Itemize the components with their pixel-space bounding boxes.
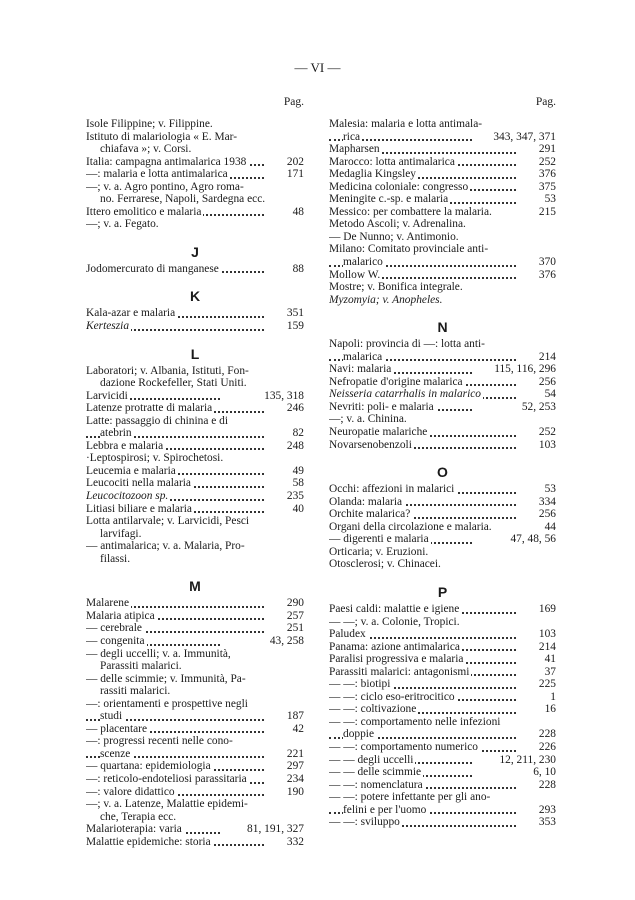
index-entry [86,710,304,723]
entry-text: Paralisi progressiva e malaria [329,653,464,666]
pag-label: Pag. [283,96,304,108]
index-entry [329,168,556,181]
page-reference: 42 [290,723,304,736]
entry-text: Myzomyia; v. Anopheles. [329,293,443,306]
index-entry [86,836,304,849]
index-entry [86,673,304,686]
index-entry [86,477,304,490]
entry-text: —: reticolo-endoteliosi parassitaria [86,772,247,785]
index-entry [329,281,556,294]
index-entry [329,741,556,754]
entry-text: rassiti malarici. [100,685,171,698]
index-entry [329,401,556,414]
index-entry [329,546,556,559]
page-reference: 376 [536,269,556,282]
index-entry [86,748,304,761]
index-entry [86,440,304,453]
index-entry [86,698,304,711]
index-entry [86,540,304,553]
index-entry [329,603,556,616]
index-entry [86,490,304,503]
entry-text: — — delle scimmie [329,766,422,779]
page-reference: 228 [536,728,556,741]
page-reference: 343, 347, 371 [490,131,556,144]
entry-text: Malarene [86,597,130,610]
section-gap [329,451,556,462]
entry-text: Kerteszia [86,320,130,333]
entry-text: Ittero emolitico e malaria [86,205,202,218]
entry-text: —; v. a. Latenze, Malattie epidemi- [86,798,248,811]
entry-text: ·Leptospirosi; v. Spirochetosi. [86,452,224,465]
section-letter-heading: O [437,464,448,481]
entry-text: Malesia: malaria e lotta antimala- [329,118,483,130]
entry-text: malarica [343,350,383,363]
index-entry [86,773,304,786]
index-entry [329,156,556,169]
entry-text: Napoli: provincia di —: lotta anti- [329,338,485,351]
page-reference: 221 [284,748,304,761]
index-entry [329,243,556,256]
page-reference: 169 [536,603,556,616]
section-gap [329,306,556,317]
index-entry [86,823,304,836]
page-reference: 228 [536,779,556,792]
entry-text: — cerebrale [86,622,142,635]
index-entry [86,515,304,528]
index-entry [86,156,304,169]
entry-text: Laboratori; v. Albania, Istituti, Fon- [86,364,249,377]
page-reference: 58 [290,477,304,490]
entry-text: Neisseria catarrhalis in malarico [329,388,481,401]
page-reference: 251 [284,622,304,635]
index-entry [329,703,556,716]
index-entry [86,597,304,610]
entry-text: —; v. a. Fegato. [86,218,159,231]
entry-text: Mapharsen [329,143,380,156]
index-entry [329,754,556,767]
entry-text: — degli uccelli; v. a. Immunità, [86,647,231,660]
index-entry [86,528,304,541]
index-entry [86,168,304,181]
page-reference: 226 [536,741,556,754]
page-reference: 376 [536,168,556,181]
index-entry [86,218,304,231]
page-reference: 135, 318 [261,390,304,403]
index-entry [86,786,304,799]
entry-text: larvifagi. [100,527,142,540]
entry-text: scenze [100,747,131,760]
index-entry [86,465,304,478]
page-reference: 370 [536,256,556,269]
page-reference: 82 [290,427,304,440]
index-entry [329,678,556,691]
page-reference: 214 [536,351,556,364]
index-entry [329,439,556,452]
index-entry [329,338,556,351]
index-entry [86,307,304,320]
index-entry [86,193,304,206]
page-reference: 291 [536,143,556,156]
index-entry [329,666,556,679]
section-gap [329,571,556,582]
entry-text: — —; v. a. Colonie, Tropici. [329,615,460,628]
page-reference: 351 [284,307,304,320]
index-entry [86,723,304,736]
entry-text: Lotta antilarvale; v. Larvicidi, Pesci [86,515,250,528]
page-reference: 248 [284,440,304,453]
entry-text: studi [100,710,123,723]
page-reference: 290 [284,597,304,610]
entry-text: Litiasi biliare e malaria [86,502,192,515]
entry-text: malarico [343,256,383,269]
page-reference: 43, 258 [267,635,304,648]
entry-text: Occhi: affezioni in malarici [329,483,455,496]
entry-text: —: orientamenti e prospettive negli [86,697,248,710]
page-reference: 1 [547,691,556,704]
index-entry [86,660,304,673]
entry-text: Isole Filippine; v. Filippine. [86,118,213,130]
entry-text: Latte: passaggio di chinina e di [86,414,229,427]
index-entry [86,320,304,333]
entry-text: Malaria atipica [86,609,155,622]
entry-text: Nevriti: poli- e malaria [329,400,434,413]
page-reference: 44 [542,521,556,534]
entry-text: — —: potere infettante per gli ano- [329,791,491,804]
index-entry [329,533,556,546]
entry-text: Meningite c.-sp. e malaria [329,193,449,206]
section-letter-heading: K [189,288,201,305]
section-letter-heading: M [189,578,201,595]
entry-text: Olanda: malaria [329,495,403,508]
index-entry [329,779,556,792]
entry-text: Parassiti malarici. [100,660,182,673]
index-entry [329,728,556,741]
section-gap [86,275,304,286]
page-reference: 54 [542,388,556,401]
entry-text: Leucociti nella malaria [86,477,191,490]
index-entry [329,256,556,269]
page-reference: 225 [536,678,556,691]
page-reference: 115, 116, 296 [491,363,556,376]
page-reference: 53 [542,483,556,496]
entry-text: rica [343,130,361,143]
index-entry [86,390,304,403]
index-entry [329,193,556,206]
index-entry [329,363,556,376]
page-reference: 235 [284,490,304,503]
index-entry [329,496,556,509]
page-reference: 52, 253 [519,401,556,414]
page-reference: 202 [284,156,304,169]
page-reference: 37 [542,666,556,679]
entry-text: che, Terapia ecc. [100,810,177,823]
entry-text: Italia: campagna antimalarica 1938 [86,155,247,168]
entry-text: Medicina coloniale: congresso [329,180,469,193]
index-entry [329,231,556,244]
entry-text: — —: ciclo eso-eritrocitico [329,690,455,703]
entry-text: doppie [343,728,375,741]
page-reference: 12, 211, 230 [496,754,556,767]
entry-text: — —: nomenclatura [329,778,423,791]
page-reference: 81, 191, 327 [244,823,304,836]
entry-text: Orticaria; v. Eruzioni. [329,545,429,558]
index-entry [86,131,304,144]
index-entry [329,641,556,654]
entry-text: — quartana: epidemiologia [86,760,211,773]
entry-text: Panama: azione antimalarica [329,640,460,653]
index-entry [86,365,304,378]
entry-text: —: valore didattico [86,785,175,798]
entry-text: Messico: per combattere la malaria. [329,205,492,218]
page-reference: 215 [536,206,556,219]
index-entry [329,791,556,804]
index-entry [329,118,556,131]
index-entry [329,294,556,307]
index-entry [86,610,304,623]
index-entry [86,503,304,516]
page-reference: 252 [536,426,556,439]
index-entry [329,804,556,817]
page-reference: 256 [536,508,556,521]
page-reference: 48 [290,206,304,219]
entry-text: Leucocitozoon sp. [86,490,169,503]
entry-text: Latenze protratte di malaria [86,402,213,415]
page-reference: 47, 48, 56 [507,533,556,546]
entry-text: Malattie epidemiche: storia [86,835,211,848]
page-reference: 53 [542,193,556,206]
entry-text: Navi: malaria [329,363,392,376]
index-entry [86,648,304,661]
entry-text: — —: biotipi [329,678,391,691]
left-index-entries [86,118,304,848]
entry-text: Otosclerosi; v. Chinacei. [329,558,441,571]
page-reference: 16 [542,703,556,716]
page-reference: 334 [536,496,556,509]
index-entry [329,181,556,194]
section-letter-heading: N [437,319,448,336]
index-entry [329,521,556,534]
index-entry [86,452,304,465]
entry-text: atebrin [100,427,132,440]
entry-text: felini e per l'uomo [343,803,427,816]
page-number-header: — VI — [294,60,341,75]
entry-text: —; v. a. Agro pontino, Agro roma- [86,180,244,193]
index-entry [86,760,304,773]
index-entry [329,691,556,704]
entry-text: Marocco: lotta antimalarica [329,155,455,168]
entry-text: — —: sviluppo [329,816,400,829]
index-entry [329,388,556,401]
entry-text: Istituto di malariologia « E. Mar- [86,130,237,143]
entry-text: Jodomercurato di manganese [86,262,219,275]
entry-text: chiafava »; v. Corsi. [100,143,192,156]
right-column [329,96,556,829]
entry-text: — delle scimmie; v. Immunità, Pa- [86,672,246,685]
entry-text: —; v. a. Chinina. [329,413,407,426]
entry-text: — —: coltivazione [329,703,417,716]
index-entry [86,206,304,219]
index-entry [86,118,304,131]
entry-text: Mostre; v. Bonifica integrale. [329,281,463,294]
index-entry [329,269,556,282]
entry-text: — congenita [86,634,145,647]
index-entry [329,653,556,666]
entry-text: Neuropatie malariche [329,426,428,439]
entry-text: Paesi caldi: malattie e igiene [329,602,460,615]
index-entry [329,376,556,389]
index-entry [86,811,304,824]
section-letter-heading: P [437,583,448,600]
index-entry [86,798,304,811]
page-reference: 332 [284,836,304,849]
index-entry [329,218,556,231]
index-entry [329,143,556,156]
page-reference: 6, 10 [530,766,556,779]
page-reference: 190 [284,786,304,799]
index-entry [86,377,304,390]
index-entry [329,413,556,426]
entry-text: no. Ferrarese, Napoli, Sardegna ecc. [100,193,266,206]
entry-text: Mollow W. [329,268,381,281]
index-entry [86,735,304,748]
index-entry [329,426,556,439]
index-entry [86,181,304,194]
page-reference: 214 [536,641,556,654]
entry-text: — —: comportamento numerico [329,740,478,753]
entry-text: Lebbra e malaria [86,439,164,452]
section-letter-heading: L [190,345,200,362]
entry-text: Novarsenobenzoli [329,438,412,451]
entry-text: —: malaria e lotta antimalarica [86,168,228,181]
entry-text: Nefropatie d'origine malarica [329,375,463,388]
page-reference: 41 [542,653,556,666]
page-reference: 171 [284,168,304,181]
index-entry [329,206,556,219]
page-reference: 353 [536,816,556,829]
entry-text: Metodo Ascoli; v. Adrenalina. [329,218,466,231]
page-reference: 88 [290,263,304,276]
page-reference: 293 [536,804,556,817]
entry-text: — —: comportamento nelle infezioni [329,715,501,728]
index-entry [86,263,304,276]
entry-text: Parassiti malarici: antagonismi [329,665,470,678]
index-entry [86,415,304,428]
index-entry [329,766,556,779]
entry-text: Malarioterapia: varia [86,823,182,836]
page-reference: 256 [536,376,556,389]
index-entry [329,816,556,829]
page-reference: 103 [536,628,556,641]
entry-text: — De Nunno; v. Antimonio. [329,230,459,243]
page-reference: 103 [536,439,556,452]
entry-text: — antimalarica; v. a. Malaria, Pro- [86,540,245,553]
section-gap [86,333,304,344]
index-entry [86,427,304,440]
index-entry [86,635,304,648]
entry-text: Orchite malarica? [329,508,411,521]
entry-text: — digerenti e malaria [329,533,429,546]
right-index-entries [329,118,556,829]
index-entry [329,716,556,729]
index-entry [329,628,556,641]
index-entry [329,131,556,144]
entry-text: Milano: Comitato provinciale anti- [329,243,489,256]
section-gap [86,231,304,242]
index-entry [86,143,304,156]
entry-text: —: progressi recenti nelle cono- [86,735,233,748]
pag-label: Pag. [535,96,556,108]
page-reference: 252 [536,156,556,169]
index-entry [86,685,304,698]
index-entry [86,622,304,635]
index-entry [329,508,556,521]
index-entry [329,558,556,571]
page-reference: 49 [290,465,304,478]
page-reference: 297 [284,760,304,773]
index-entry [329,616,556,629]
section-gap [86,565,304,576]
index-entry [86,402,304,415]
entry-text: — — degli uccelli [329,753,414,766]
index-entry [329,351,556,364]
entry-text: Kala-azar e malaria [86,307,176,320]
index-entry [86,553,304,566]
page-reference: 40 [290,503,304,516]
page-reference: 234 [284,773,304,786]
left-column [86,96,304,848]
entry-text: dazione Rockefeller, Stati Uniti. [100,377,247,390]
section-letter-heading: J [191,243,199,260]
page-reference: 246 [284,402,304,415]
index-entry [329,483,556,496]
page-reference: 187 [284,710,304,723]
page-reference: 375 [536,181,556,194]
entry-text: Organi della circolazione e malaria. [329,520,492,533]
page-reference: 257 [284,610,304,623]
entry-text: — placentare [86,722,148,735]
entry-text: Larvicidi [86,389,128,402]
entry-text: filassi. [100,552,131,565]
entry-text: Leucemia e malaria [86,464,176,477]
page-reference: 159 [284,320,304,333]
entry-text: Medaglia Kingsley [329,168,416,181]
entry-text: Paludex [329,628,366,641]
